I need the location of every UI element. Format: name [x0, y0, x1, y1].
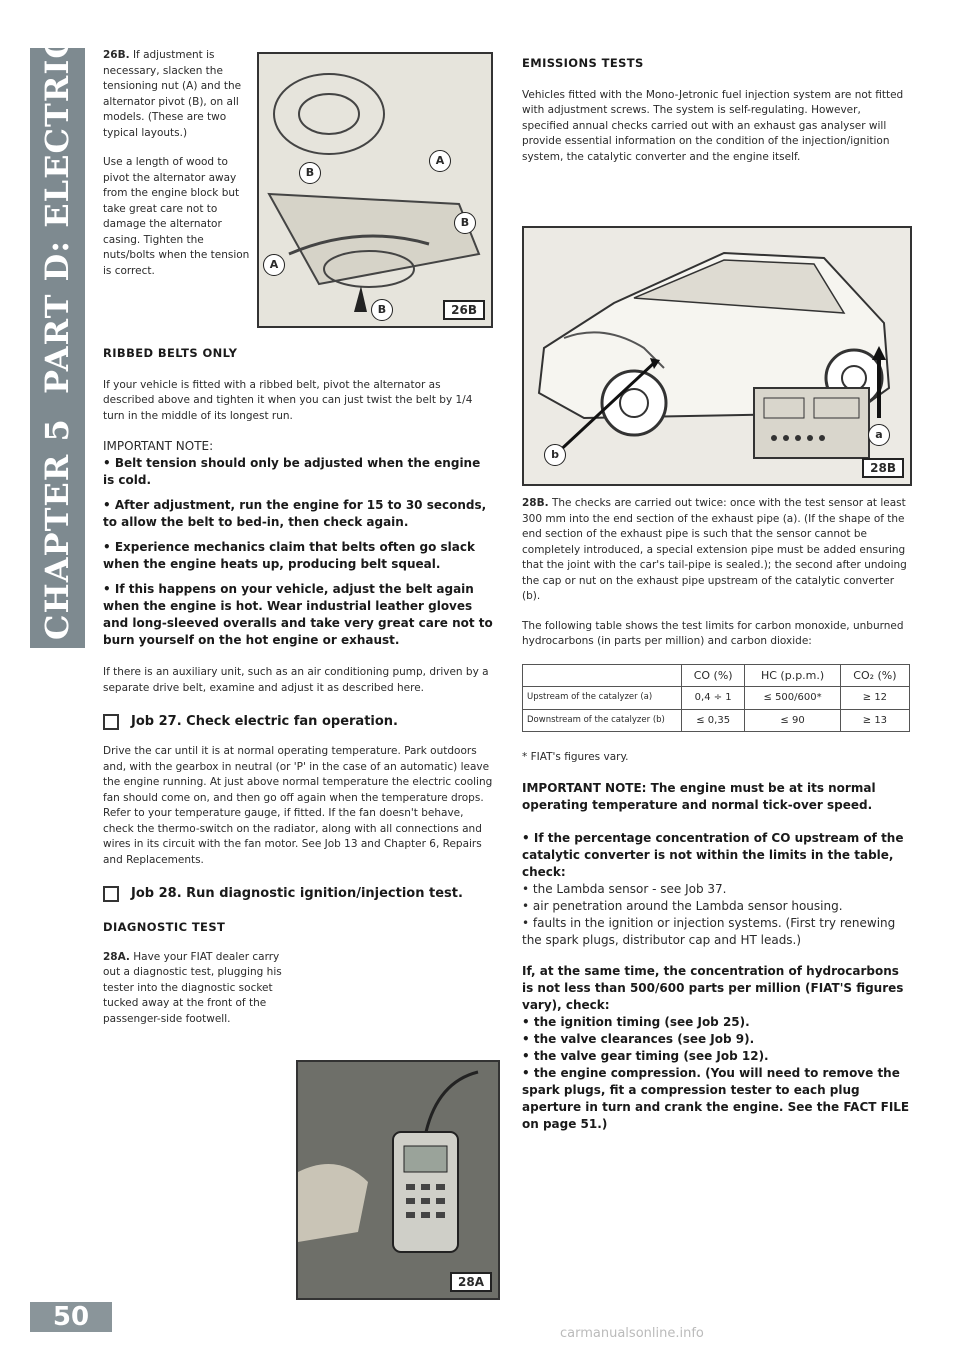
bullet-3: • Experience mechanics claim that belts often go slack when the engine heats up, producing belt squeal. [103, 540, 475, 571]
table-row [523, 687, 910, 710]
right-column-lower [522, 496, 910, 1133]
emissions-text: Vehicles fitted with the Mono-Jetronic fuel injection system are not fitted with adjustment screws. The system is self-regulating. However, specified annual checks carried out with an exhaust gas analyser will provide essential information on the condition of the injection/ignition system, the catalytic converter and the engine itself. [522, 88, 904, 163]
right-column [522, 48, 910, 165]
table-cell: ≤ 90 [745, 709, 841, 732]
co-intro: • If the percentage concentration of CO upstream of the catalytic converter is not within the limits in the table, check: [522, 830, 904, 879]
figure-28a-label: 28A [450, 1272, 492, 1292]
table-intro: The following table shows the test limits for carbon monoxide, unburned hydrocarbons (in parts per million) and carbon dioxide: [522, 619, 904, 647]
figure-26b [257, 52, 493, 328]
bullet-4: • If this happens on your vehicle, adjust the belt again when the engine is hot. Wear industrial leather gloves and long-sleeved overalls and take very great care not to burn yourself on the hot engine or exhaust. [103, 582, 493, 647]
checkbox-icon [103, 886, 119, 902]
bullet-1: • Belt tension should only be adjusted when the engine is cold. [103, 456, 481, 487]
ribbed-text: If your vehicle is fitted with a ribbed belt, pivot the alternator as described above and tighten it when you can just twist the belt by 1/4 turn in the middle of its longest run. [103, 378, 473, 422]
table-header-cell: CO₂ (%) [840, 664, 909, 687]
table-cell: ≤ 0,35 [682, 709, 745, 732]
hc-item: • the valve gear timing (see Job 12). [522, 1048, 769, 1063]
para-28b: 28B. The checks are carried out twice: once with the test sensor at least 300 mm into the end section of the exhaust pipe (a). (If the shape of the end section of the exhaust pipe is such that the sensor cannot be completely introduced, a special extension pipe must be added ensuring that the joint with the car's tail-pipe is sealed.); the second after undoing the cap or nut on the exhaust pipe upstream of the catalytic converter (b). [522, 497, 907, 602]
checkbox-icon [103, 714, 119, 730]
callout-a-top: A [429, 150, 451, 172]
watermark-footer: carmanualsonline.info [560, 1326, 704, 1341]
chapter-label: CHAPTER 5 [38, 418, 76, 640]
hc-intro: If, at the same time, the concentration of hydrocarbons is not less than 500/600 parts per million (FIAT'S figures vary), check: [522, 963, 904, 1012]
ribbed-heading: RIBBED BELTS ONLY [103, 346, 238, 360]
table-cell: ≥ 13 [840, 709, 909, 732]
emissions-table [522, 664, 910, 733]
para-wood: Use a length of wood to pivot the alternator away from the engine block but take great care not to damage the alternator casing. Tighten the nuts/bolts when the tension is correct. [103, 156, 250, 277]
hc-item: • the ignition timing (see Job 25). [522, 1014, 750, 1029]
figure-26b-label: 26B [443, 300, 485, 320]
figure-28b-label: 28B [862, 458, 904, 478]
diagnostic-tester-illustration [298, 1062, 498, 1298]
co-item: • faults in the ignition or injection systems. (First try renewing the spark plugs, distributor cap and HT leads.) [522, 915, 896, 947]
emissions-heading: EMISSIONS TESTS [522, 56, 644, 70]
important-note-label: IMPORTANT NOTE: [103, 439, 214, 453]
para-28a: 28A. Have your FIAT dealer carry out a diagnostic test, plugging his tester into the diagnostic socket tucked away at the front of the passenger-side footwell. [103, 950, 282, 1025]
callout-a-left: A [263, 254, 285, 276]
table-header-row [523, 664, 910, 687]
car-exhaust-illustration [524, 228, 910, 484]
alternator-illustration [259, 54, 491, 326]
table-header-cell [523, 664, 682, 687]
figure-28a [296, 1060, 500, 1300]
table-cell: 0,4 ÷ 1 [682, 687, 745, 710]
hc-item: • the engine compression. (You will need to remove the spark plugs, fit a compression tester to each plug aperture in turn and crank the engine. See the FACT FILE on page 51.) [522, 1065, 910, 1131]
co-item: • the Lambda sensor - see Job 37. [522, 881, 727, 896]
figure-28b [522, 226, 912, 486]
hc-item: • the valve clearances (see Job 9). [522, 1031, 755, 1046]
part-label: PART D: ELECTRICS [38, 7, 76, 394]
table-header-cell: CO (%) [682, 664, 745, 687]
table-cell: Upstream of the catalyzer (a) [523, 687, 682, 710]
table-header-cell: HC (p.p.m.) [745, 664, 841, 687]
table-cell: Downstream of the catalyzer (b) [523, 709, 682, 732]
job-28-heading: Job 28. Run diagnostic ignition/injection test. [103, 886, 493, 902]
callout-b-top: B [299, 162, 321, 184]
bullet-2: • After adjustment, run the engine for 15 to 30 seconds, to allow the belt to bed-in, then check again. [103, 498, 487, 529]
right-important-note: IMPORTANT NOTE: The engine must be at its normal operating temperature and normal tick-over speed. [522, 780, 876, 812]
callout-b-right: B [454, 212, 476, 234]
job-27-text: Drive the car until it is at normal operating temperature. Park outdoors and, with the gearbox in neutral (or 'P' in the case of an automatic) leave the engine running. At just above normal temperature the electric cooling fan should come on, and then go off again when the temperature drops. Refer to your temperature gauge, if fitted. If the fan doesn't behave, check the thermo-switch on the radiator, along with all connections and wires in its circuit with the fan motor. See Job 13 and Chapter 6, Repairs and Replacements. [103, 745, 493, 866]
table-cell: ≤ 500/600* [745, 687, 841, 710]
chapter-sidebar [30, 7, 85, 648]
co-item: • air penetration around the Lambda sensor housing. [522, 898, 843, 913]
page-number: 50 [30, 1302, 112, 1332]
callout-a: a [868, 424, 890, 446]
para-26b: 26B. If adjustment is necessary, slacken the tensioning nut (A) and the alternator pivot (B), on all models. (These are two typical layouts.) [103, 49, 242, 139]
job-27-heading: Job 27. Check electric fan operation. [103, 714, 493, 730]
table-footnote: * FIAT's figures vary. [522, 751, 629, 763]
left-column-lower [103, 338, 493, 1027]
table-row [523, 709, 910, 732]
table-cell: ≥ 12 [840, 687, 909, 710]
callout-b-bottom: B [371, 299, 393, 321]
callout-b: b [544, 444, 566, 466]
diagnostic-heading: DIAGNOSTIC TEST [103, 920, 226, 934]
aux-text: If there is an auxiliary unit, such as an air conditioning pump, driven by a separate drive belt, examine and adjust it as described here. [103, 666, 489, 694]
